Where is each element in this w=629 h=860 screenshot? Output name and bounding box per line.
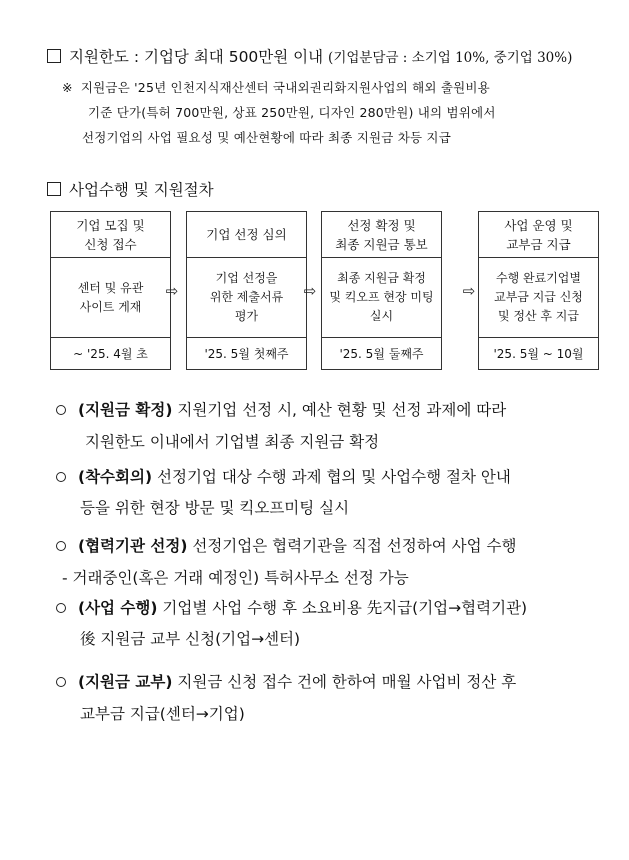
arrow-right-icon: ⇨	[303, 282, 317, 300]
circle-bullet-icon	[56, 472, 66, 482]
note-line-2: 기준 단가(특허 700만원, 상표 250만원, 디자인 280만원) 내의 범위에서	[88, 105, 496, 120]
bullet-label: (협력기관 선정)	[78, 537, 188, 555]
stage-box-3	[321, 211, 442, 370]
arrow-right-icon: ⇨	[462, 282, 476, 300]
bullet-label: (착수회의)	[78, 468, 153, 486]
stage-description: 최종 지원금 확정 및 킥오프 현장 미팅 실시	[322, 258, 441, 338]
bullet-continuation: 後 지원금 교부 신청(기업→센터)	[80, 630, 301, 648]
stage-date: '25. 5월 첫째주	[204, 347, 289, 361]
checkbox-square-icon	[47, 182, 61, 196]
note-mark: ※	[62, 80, 73, 95]
stage-title: 사업 운영 및 교부금 지급	[479, 212, 598, 258]
bullet-continuation: 등을 위한 현장 방문 및 킥오프미팅 실시	[80, 499, 350, 517]
note-line-1-text: 지원금은 '25년 인천지식재산센터 국내외권리화지원사업의 해외 출원비용	[80, 80, 490, 95]
bullet-continuation: - 거래중인(혹은 거래 예정인) 특허사무소 선정 가능	[62, 569, 409, 587]
circle-bullet-icon	[56, 405, 66, 415]
checkbox-square-icon	[47, 49, 61, 63]
bullet-text: 기업별 사업 수행 후 소요비용 先지급(기업→협력기관)	[162, 599, 528, 617]
stage-box-1	[50, 211, 171, 370]
stage-title: 선정 확정 및 최종 지원금 통보	[322, 212, 441, 258]
stage-box-4	[478, 211, 599, 370]
stage-description: 수행 완료기업별 교부금 지급 신청 및 정산 후 지급	[479, 258, 598, 338]
bullet-text: 선정기업 대상 수행 과제 협의 및 사업수행 절차 안내	[157, 468, 511, 486]
arrow-right-icon: ⇨	[165, 282, 179, 300]
bullet-text: 선정기업은 협력기관을 직접 선정하여 사업 수행	[192, 537, 517, 555]
circle-bullet-icon	[56, 677, 66, 687]
procedure-heading-line	[47, 178, 214, 200]
support-limit-burden: (기업분담금 : 소기업 10%, 중기업 30%)	[328, 50, 573, 66]
bullet-continuation: 교부금 지급(센터→기업)	[80, 705, 245, 723]
support-limit-line	[47, 45, 572, 67]
stage-date: '25. 5월 둘째주	[339, 347, 424, 361]
stage-description: 센터 및 유관 사이트 게재	[51, 258, 170, 338]
circle-bullet-icon	[56, 541, 66, 551]
bullet-text: 지원금 신청 접수 건에 한하여 매월 사업비 정산 후	[177, 673, 517, 691]
support-limit-main: 기업당 최대 500만원 이내	[143, 48, 324, 66]
stage-title: 기업 선정 심의	[187, 212, 306, 258]
bullet-label: (사업 수행)	[78, 599, 158, 617]
stage-title: 기업 모집 및 신청 접수	[51, 212, 170, 258]
support-limit-heading: 지원한도 :	[69, 48, 140, 66]
bullet-label: (지원금 확정)	[78, 401, 173, 419]
note-line-3: 선정기업의 사업 필요성 및 예산현황에 따라 최종 지원금 차등 지급	[82, 130, 451, 145]
procedure-heading: 사업수행 및 지원절차	[69, 181, 214, 199]
bullet-continuation: 지원한도 이내에서 기업별 최종 지원금 확정	[85, 433, 380, 451]
bullet-text: 지원기업 선정 시, 예산 현황 및 선정 과제에 따라	[177, 401, 507, 419]
stage-date: '25. 5월 ~ 10월	[493, 347, 584, 361]
stage-box-2	[186, 211, 307, 370]
stage-date: ~ '25. 4월 초	[73, 347, 148, 361]
stage-description: 기업 선정을 위한 제출서류 평가	[187, 258, 306, 338]
bullet-label: (지원금 교부)	[78, 673, 173, 691]
note-line-1	[62, 78, 490, 96]
circle-bullet-icon	[56, 603, 66, 613]
